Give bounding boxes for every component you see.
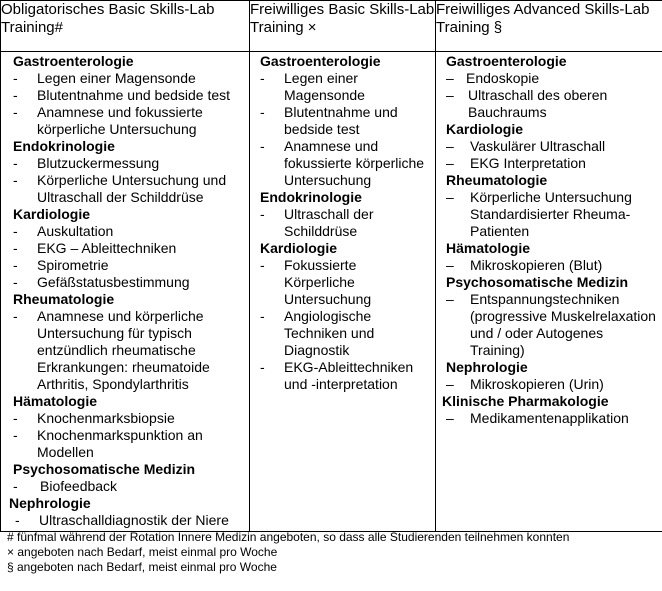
- list-item: - Angiologische Techniken und Diagnostik: [260, 308, 375, 358]
- dash-bullet: -: [13, 223, 18, 239]
- dash-bullet: –: [446, 410, 454, 426]
- dash-bullet: -: [13, 70, 18, 86]
- dash-bullet: -: [13, 274, 18, 290]
- dash-bullet: -: [13, 427, 18, 443]
- list-item: - Ultraschall der Schilddrüse: [260, 206, 374, 239]
- list-item: - Ultraschalldiagnostik der Niere: [15, 512, 229, 528]
- category-heading: Rheumatologie: [13, 291, 115, 307]
- list-item: - EKG-Ableittechniken und -interpretation: [260, 359, 414, 392]
- column-obligatory-basic: [1, 52, 250, 532]
- category-heading: Endokrinologie: [260, 189, 362, 205]
- list-item: – Körperliche Untersuchung Standardisierter Rheuma-Patienten: [446, 189, 632, 239]
- category-heading: Kardiologie: [13, 206, 91, 222]
- dash-bullet: –: [446, 376, 454, 392]
- dash-bullet: -: [15, 512, 20, 528]
- dash-bullet: -: [13, 155, 18, 171]
- category-heading: Nephrologie: [446, 359, 528, 375]
- header-obligatory-basic: Obligatorisches Basic Skills-Lab Training#: [1, 1, 250, 52]
- list-item: - Knochenmarksbiopsie: [13, 410, 175, 426]
- category-heading: Psychosomatische Medizin: [446, 274, 629, 290]
- dash-bullet: –: [446, 138, 454, 154]
- dash-bullet: –: [446, 155, 454, 171]
- list-item: - Blutzuckermessung: [13, 155, 160, 171]
- category-heading: Hämatologie: [13, 393, 98, 409]
- footnote-hash: # fünfmal während der Rotation Innere Medizin angeboten, so dass alle Studierenden teilnehmen konnten: [7, 530, 570, 544]
- dash-bullet: -: [13, 478, 18, 494]
- list-item: - Körperliche Untersuchung und Ultraschall der Schilddrüse: [13, 172, 227, 205]
- dash-bullet: –: [446, 257, 454, 273]
- column-voluntary-basic: [250, 52, 436, 532]
- column-voluntary-advanced: [436, 52, 662, 532]
- dash-bullet: -: [260, 359, 265, 375]
- list-item: - Anamnese und fokussierte körperliche Untersuchung: [260, 138, 425, 188]
- category-heading: Psychosomatische Medizin: [13, 461, 196, 477]
- dash-bullet: –: [446, 291, 454, 307]
- dash-bullet: -: [13, 240, 18, 256]
- header-voluntary-basic: Freiwilliges Basic Skills-Lab Training ×: [250, 1, 436, 52]
- category-heading: Rheumatologie: [446, 172, 548, 188]
- dash-bullet: –: [446, 189, 454, 205]
- category-heading: Kardiologie: [260, 240, 338, 256]
- list-item: – Vaskulärer Ultraschall: [446, 138, 606, 154]
- list-item: - Legen einer Magensonde: [260, 70, 365, 103]
- list-item: - Anamnese und körperliche Untersuchung für typisch entzündlich rheumatische Erkrankungen: rheumatoide Arthritis, Spondylarthritis: [13, 308, 210, 392]
- list-item: - Biofeedback: [13, 478, 118, 494]
- dash-bullet: -: [13, 257, 18, 273]
- dash-bullet: -: [13, 308, 18, 324]
- list-item: - Knochenmarkspunktion an Modellen: [13, 427, 203, 460]
- list-item: - Legen einer Magensonde: [13, 70, 196, 86]
- category-heading: Kardiologie: [446, 121, 524, 137]
- list-item: – Ultraschall des oberen Bauchraums: [446, 87, 608, 120]
- list-item: - Blutentnahme und bedside test: [260, 104, 398, 137]
- dash-bullet: -: [13, 104, 18, 120]
- header-voluntary-advanced: Freiwilliges Advanced Skills-Lab Training §: [436, 1, 662, 52]
- list-item: – Endoskopie: [446, 70, 540, 86]
- dash-bullet: -: [260, 104, 265, 120]
- category-heading: Endokrinologie: [13, 138, 115, 154]
- category-heading: Gastroenterologie: [446, 53, 567, 69]
- dash-bullet: -: [260, 138, 265, 154]
- list-item: – Medikamentenapplikation: [446, 410, 629, 426]
- dash-bullet: -: [260, 206, 265, 222]
- list-item: - Spirometrie: [13, 257, 109, 273]
- dash-bullet: -: [13, 410, 18, 426]
- list-item: - Fokussierte Körperliche Untersuchung: [260, 257, 372, 307]
- footnotes: [7, 530, 587, 575]
- category-heading: Hämatologie: [446, 240, 531, 256]
- footnote-section: § angeboten nach Bedarf, meist einmal pro Woche: [7, 560, 277, 574]
- dash-bullet: -: [13, 87, 18, 103]
- list-item: - Auskultation: [13, 223, 114, 239]
- list-item: – EKG Interpretation: [446, 155, 586, 171]
- category-heading: Gastroenterologie: [260, 53, 381, 69]
- list-item: - EKG – Ableittechniken: [13, 240, 177, 256]
- dash-bullet: –: [446, 87, 454, 103]
- dash-bullet: -: [260, 308, 265, 324]
- content-row: [1, 52, 662, 532]
- dash-bullet: -: [260, 257, 265, 273]
- dash-bullet: -: [13, 172, 18, 188]
- header-row: [1, 1, 662, 52]
- list-item: - Anamnese und fokussierte körperliche Untersuchung: [13, 104, 203, 137]
- category-heading: Nephrologie: [9, 495, 91, 511]
- dash-bullet: -: [260, 70, 265, 86]
- category-heading: Gastroenterologie: [13, 53, 134, 69]
- list-item: - Gefäßstatusbestimmung: [13, 274, 190, 290]
- category-heading: Klinische Pharmakologie: [442, 393, 609, 409]
- list-item: - Blutentnahme und bedside test: [13, 87, 231, 103]
- dash-bullet: –: [446, 70, 454, 86]
- list-item: – Mikroskopieren (Blut): [446, 257, 603, 273]
- footnote-times: × angeboten nach Bedarf, meist einmal pro Woche: [7, 545, 278, 559]
- list-item: – Mikroskopieren (Urin): [446, 376, 604, 392]
- list-item: – Entspannungstechniken (progressive Muskelrelaxation und / oder Autogenes Training): [446, 291, 656, 358]
